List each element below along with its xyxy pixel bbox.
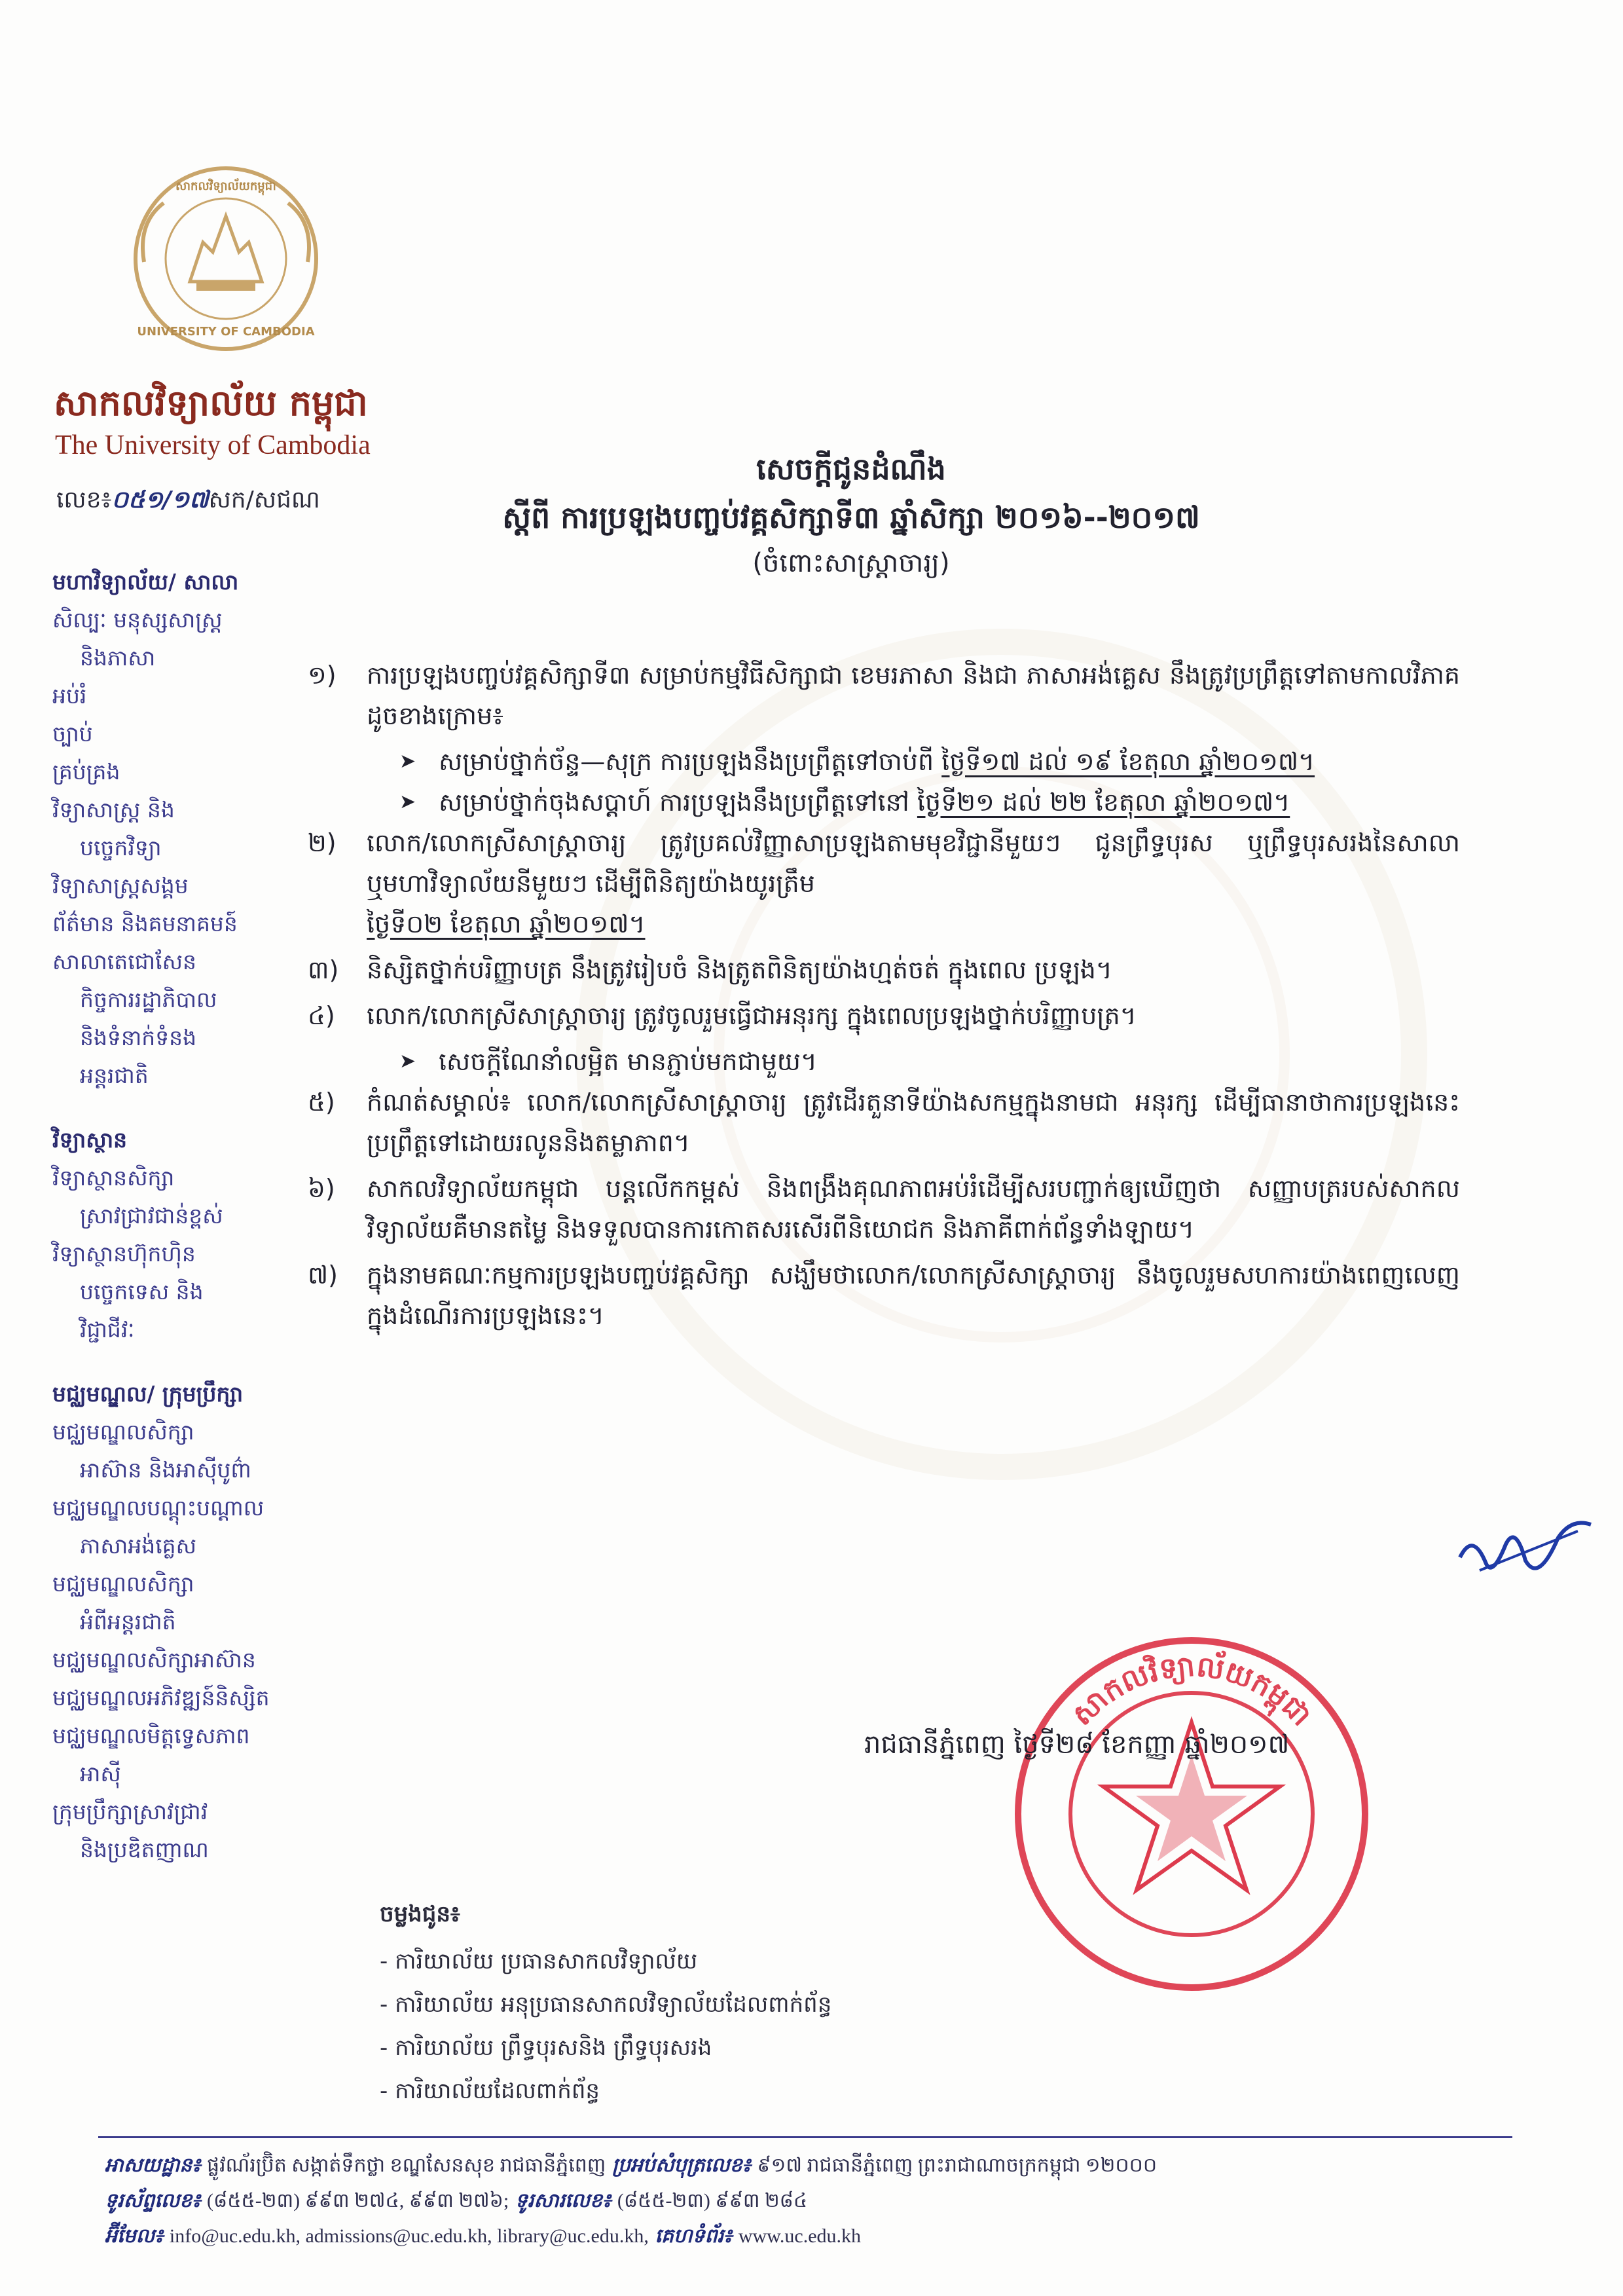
bullet-prefix: សម្រាប់ថ្នាក់ចុងសប្តាហ៍ ការប្រឡងនឹងប្រព្រឹត្តទៅនៅ (439, 788, 917, 817)
sidebar-item: ភាសាអង់គ្លេស (80, 1533, 197, 1559)
fax-value: (៨៥៥-២៣) ៩៩៣ ២៨៤ (617, 2190, 808, 2212)
sidebar-item: មជ្ឈមណ្ឌលសិក្សា (52, 1419, 194, 1445)
item-number: ១) (308, 661, 337, 690)
sidebar-item: មជ្ឈមណ្ឌលអភិវឌ្ឍន៍និស្សិត (52, 1685, 270, 1711)
item-text-main: សាកលវិទ្យាល័យកម្ពុជា បន្តលើកកម្ពស់ និងពង្រឹងគុណភាពអប់រំដើម្បីសរបញ្ជាក់ឲ្យឃើញថា សញ្ញាបត្ររបស់សាកលវិទ្យាល័យគឺមានតម្លៃ និងទទួលបានការកោតសរសើរពីនិយោជក និងភាគីពាក់ព័ន្ធទាំងឡាយ។ (367, 1174, 1460, 1244)
logo-text-top: សាកលវិទ្យាល័យកម្ពុជា (175, 179, 276, 193)
notice-title: សេចក្តីជូនដំណឹង (756, 451, 946, 487)
notice-body (308, 655, 1460, 1341)
sidebar-item: វិទ្យាស្ថានសិក្សា (52, 1165, 175, 1191)
item-text (367, 1168, 1460, 1250)
item-number: ៥) (308, 1088, 335, 1117)
reference-number (56, 485, 320, 519)
sidebar-item: គ្រប់គ្រង (52, 759, 120, 785)
sidebar-item: វិជ្ជាជីវៈ (80, 1317, 135, 1342)
item-text-main: លោក/លោកស្រីសាស្ត្រាចារ្យ ត្រូវប្រគល់វិញ្ញាសាប្រឡងតាមមុខវិជ្ជានីមួយៗ ជូនព្រឹទ្ធបុរស ឬព្រឹទ្ធបុរសរងនៃសាលា ឬមហាវិទ្យាល័យនីមួយៗ ដើម្បីពិនិត្យយ៉ាងយូរត្រឹម (367, 828, 1460, 898)
notice-item (308, 950, 1460, 990)
sidebar-item: និងទំនាក់ទំនង (80, 1025, 197, 1050)
item-text (367, 950, 1460, 990)
item-number: ៦) (308, 1174, 335, 1203)
bullet-prefix: សេចក្តីណែនាំលម្អិត មានភ្ជាប់មកជាមួយ។ (439, 1047, 817, 1076)
arrow-bullet-icon: ➤ (399, 1050, 416, 1073)
cc-item: - ការិយាល័យ ប្រធានសាកលវិទ្យាល័យ (380, 1948, 698, 1974)
bullet-date: ថ្ងៃទី១៧ ដល់ ១៩ ខែតុលា ឆ្នាំ២០១៧។ (941, 747, 1315, 776)
notice-audience: (ចំពោះសាស្ត្រាចារ្យ) (752, 548, 950, 578)
issue-date: រាជធានីភ្នំពេញ ថ្ងៃទី២៨ ខែកញ្ញា ឆ្នាំ២០១៧ (864, 1730, 1290, 1760)
item-text (367, 655, 1460, 736)
sidebar-item: ច្បាប់ (52, 721, 93, 747)
schedule-bullet (308, 782, 1460, 823)
notice-item (308, 1168, 1460, 1250)
email-value[interactable]: info@uc.edu.kh, admissions@uc.edu.kh, library@uc.edu.kh, (169, 2225, 649, 2247)
item-text (367, 823, 1460, 944)
cc-list (380, 1893, 831, 2113)
official-stamp (1008, 1631, 1375, 1997)
cc-item: - ការិយាល័យ អនុប្រធានសាកលវិទ្យាល័យដែលពាក់ព័ន្ធ (380, 1991, 832, 2018)
notice-item (308, 1255, 1460, 1336)
sidebar-item: អប់រំ (52, 683, 87, 709)
sidebar-item: អន្តរជាតិ (80, 1063, 149, 1088)
footer-row-email (105, 2219, 1532, 2254)
phone-label: ទូរស័ព្ទលេខ៖ (105, 2189, 201, 2212)
bullet-text (439, 1041, 1460, 1082)
cc-item: - ការិយាល័យដែលពាក់ព័ន្ធ (380, 2078, 600, 2104)
stamp-text: សាកលវិទ្យាល័យកម្ពុជា (1065, 1649, 1319, 1733)
bullet-text (439, 741, 1460, 782)
item-text-main: ការប្រឡងបញ្ចប់វគ្គសិក្សាទី៣ សម្រាប់កម្មវិធីសិក្សាជា ខេមរភាសា និងជា ភាសាអង់គ្លេស នឹងត្រូវប្រព្រឹត្តទៅតាមកាលវិភាគដូចខាងក្រោម៖ (367, 661, 1460, 730)
sidebar-gap (52, 1095, 340, 1121)
address-value: ផ្លូវណ័រប្រ៊ិត សង្កាត់ទឹកថ្លា ខណ្ឌសែនសុខ រាជធានីភ្នំពេញ (207, 2155, 606, 2176)
web-label: គេហទំព័រ៖ (655, 2225, 733, 2248)
notice-item (308, 1082, 1460, 1163)
ref-suffix: សក/សជណ (208, 487, 320, 513)
pobox-value: ៩១៧ រាជធានីភ្នំពេញ ព្រះរាជាណាចក្រកម្ពុជា ១២០០០ (757, 2155, 1158, 2176)
sidebar-item: កិច្ចការរដ្ឋាភិបាល (80, 987, 217, 1012)
schedule-bullet (308, 1041, 1460, 1082)
logo-text-bottom: UNIVERSITY OF CAMBODIA (137, 325, 315, 339)
item-text-main: ក្នុងនាមគណៈកម្មការប្រឡងបញ្ចប់វគ្គសិក្សា សង្ឃឹមថាលោក/លោកស្រីសាស្ត្រាចារ្យ នឹងចូលរួមសហការយ៉ាងពេញលេញក្នុងដំណើរការប្រឡងនេះ។ (367, 1261, 1460, 1330)
item-text (367, 1082, 1460, 1163)
item-number: ៧) (308, 1261, 338, 1289)
item-deadline: ថ្ងៃទី០២ ខែតុលា ឆ្នាំ២០១៧។ (367, 910, 646, 938)
university-name-en: The University of Cambodia (55, 430, 371, 460)
item-number: ២) (308, 828, 337, 857)
item-text-main: និស្សិតថ្នាក់បរិញ្ញាបត្រ នឹងត្រូវរៀបចំ និងត្រូតពិនិត្យយ៉ាងហ្មត់ចត់ ក្នុងពេល ប្រឡង។ (367, 955, 1112, 984)
web-link[interactable]: www.uc.edu.kh (738, 2225, 862, 2247)
sidebar-item: ស្រាវជ្រាវជាន់ខ្ពស់ (80, 1203, 223, 1229)
footer-row-address (105, 2148, 1532, 2183)
sidebar-item: មជ្ឈមណ្ឌលសិក្សាអាស៊ាន (52, 1647, 256, 1673)
address-label: អាសយដ្ឋាន៖ (105, 2154, 201, 2177)
sidebar-item: អាស៊ាន និងអាស៊ីបូព៌ា (80, 1457, 251, 1483)
university-name-kh: សាកលវិទ្យាល័យ កម្ពុជា (54, 382, 368, 424)
item-text-main: កំណត់សម្គាល់៖ លោក/លោកស្រីសាស្ត្រាចារ្យ ត្រូវដើរតួនាទីយ៉ាងសកម្មក្នុងនាមជា អនុរក្ស ដើម្បីធានាថាការប្រឡងនេះប្រព្រឹត្តទៅដោយរលូននិងតម្លាភាព។ (367, 1088, 1460, 1157)
pobox-label: ប្រអប់សំបុត្រលេខ៖ (611, 2154, 751, 2177)
item-text (367, 1255, 1460, 1336)
sidebar-gap (52, 1349, 340, 1375)
sidebar-item: វិទ្យាស្ថានហ៊ុកហ៊ិន (52, 1241, 196, 1267)
item-number: ៣) (308, 955, 339, 984)
fax-label: ទូរសារលេខ៖ (515, 2189, 611, 2212)
sidebar-item: សិល្បៈ មនុស្សសាស្ត្រ (52, 607, 223, 633)
sidebar-item: មជ្ឈមណ្ឌលមិត្តទ្វេសភាព (52, 1723, 250, 1749)
sidebar-item: ព័ត៌មាន និងគមនាគមន៍ (52, 911, 238, 936)
phone-value: (៨៥៥-២៣) ៩៩៣ ២៧៤, ៩៩៣ ២៧៦; (207, 2190, 509, 2212)
footer-contact (105, 2148, 1532, 2254)
sidebar-item: សាលាតេជោសែន (52, 949, 196, 974)
footer-divider (98, 2136, 1512, 2138)
sidebar-item: មជ្ឈមណ្ឌលសិក្សា (52, 1571, 194, 1597)
cc-item: - ការិយាល័យ ព្រឹទ្ធបុរសនិង ព្រឹទ្ធបុរសរង (380, 2035, 712, 2061)
university-logo (131, 164, 321, 354)
sidebar-item: វិទ្យាសាស្ត្រ និង (52, 797, 175, 823)
notice-item (308, 823, 1460, 944)
sidebar-departments (52, 563, 340, 1869)
email-label: អ៊ីមែល៖ (105, 2225, 164, 2248)
item-text (367, 995, 1460, 1036)
sidebar-item: ក្រុមប្រឹក្សាស្រាវជ្រាវ (52, 1799, 208, 1824)
arrow-bullet-icon: ➤ (399, 750, 416, 773)
footer-row-phone (105, 2183, 1532, 2219)
sidebar-item: និងភាសា (80, 645, 156, 671)
sidebar-heading: មហាវិទ្យាល័យ/ សាលា (52, 569, 239, 595)
signature-scribble (1453, 1505, 1597, 1590)
sidebar-item: មជ្ឈមណ្ឌលបណ្តុះបណ្តាល (52, 1495, 264, 1521)
sidebar-heading: វិទ្យាស្ថាន (52, 1127, 128, 1153)
cc-title: ចម្លងជូន៖ (380, 1901, 460, 1927)
bullet-date: ថ្ងៃទី២១ ដល់ ២២ ខែតុលា ឆ្នាំ២០១៧។ (917, 788, 1290, 817)
ref-label: លេខ៖ (56, 487, 112, 513)
sidebar-item: និងប្រឌិតញាណ (80, 1837, 209, 1862)
ref-handwritten: ០៥១/១៧ (111, 487, 209, 513)
sidebar-item: អាស៊ី (80, 1761, 121, 1787)
item-text-main: លោក/លោកស្រីសាស្ត្រាចារ្យ ត្រូវចូលរួមធ្វើជាអនុរក្ស ក្នុងពេលប្រឡងថ្នាក់បរិញ្ញាបត្រ។ (367, 1001, 1137, 1030)
arrow-bullet-icon: ➤ (399, 790, 416, 813)
notice-subject: ស្តីពី ការប្រឡងបញ្ចប់វគ្គសិក្សាទី៣ ឆ្នាំសិក្សា ២០១៦--២០១៧ (502, 500, 1200, 535)
sidebar-item: វិទ្យាសាស្ត្រសង្គម (52, 873, 189, 898)
sidebar-item: អំពីអន្តរជាតិ (80, 1609, 176, 1635)
item-number: ៤) (308, 1001, 335, 1030)
notice-item (308, 655, 1460, 736)
bullet-text (439, 782, 1460, 823)
schedule-bullet (308, 741, 1460, 782)
sidebar-item: បច្ចេកវិទ្យា (80, 835, 162, 861)
sidebar-item: បច្ចេកទេស និង (80, 1279, 204, 1305)
notice-item (308, 995, 1460, 1036)
sidebar-heading: មជ្ឈមណ្ឌល/ ក្រុមប្រឹក្សា (52, 1381, 244, 1407)
bullet-prefix: សម្រាប់ថ្នាក់ច័ន្ទ—សុក្រ ការប្រឡងនឹងប្រព្រឹត្តទៅចាប់ពី (439, 747, 942, 776)
